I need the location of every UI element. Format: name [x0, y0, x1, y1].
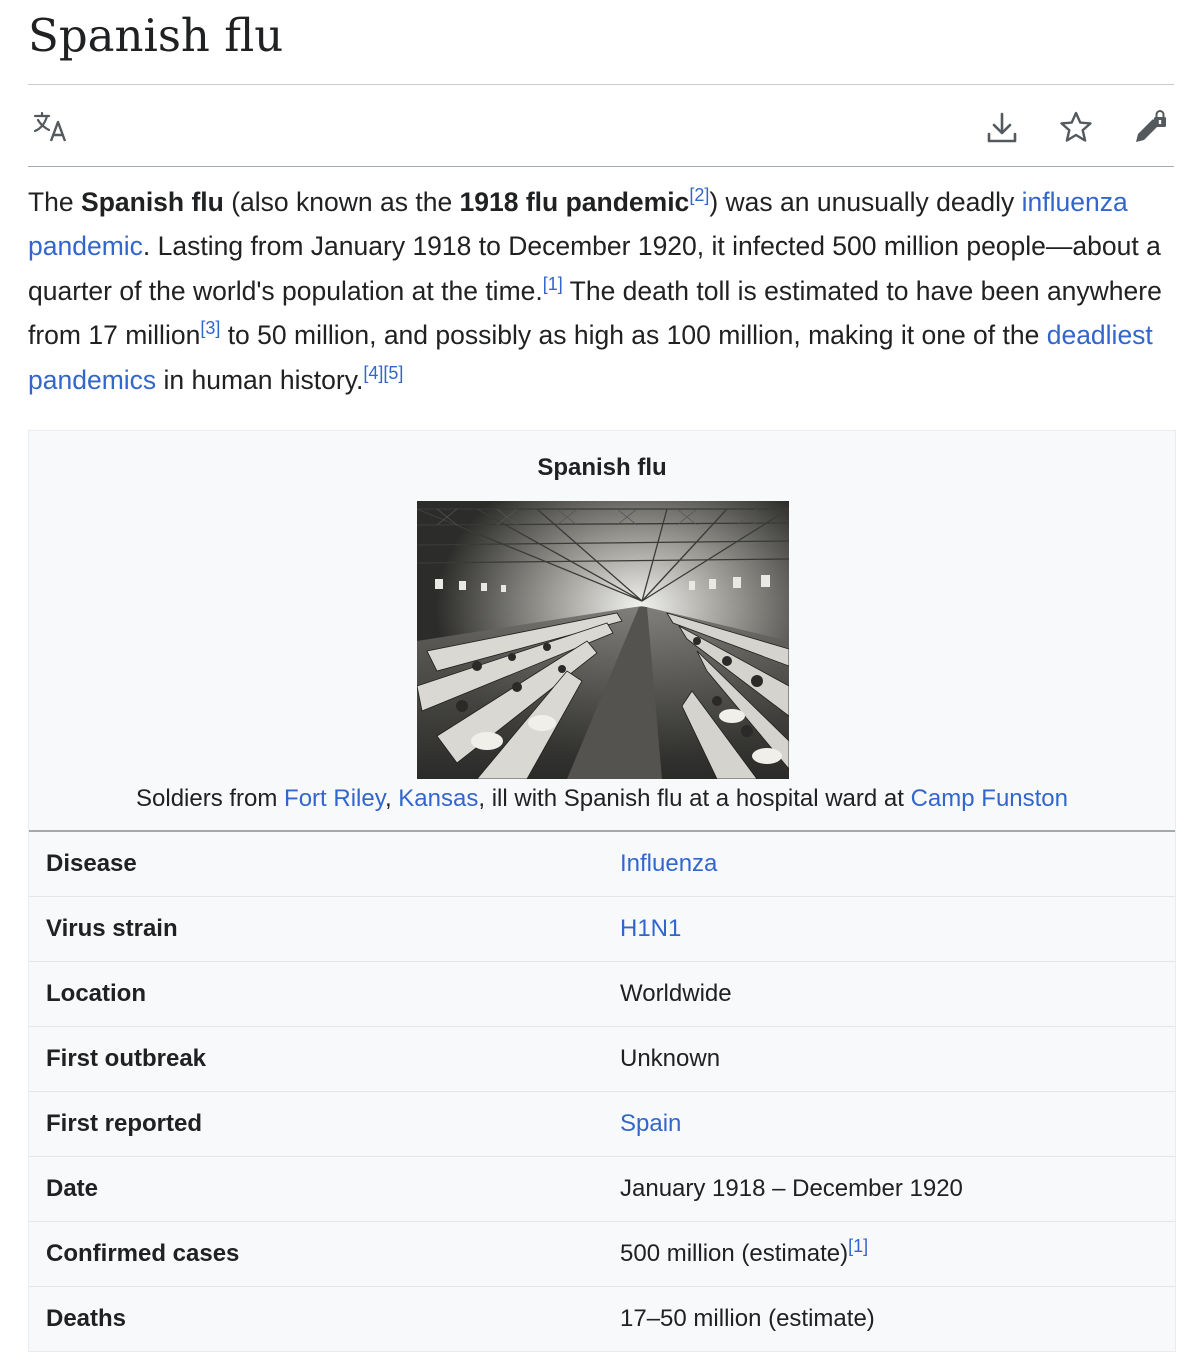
lead-bold-spanish-flu: Spanish flu: [81, 187, 224, 217]
infobox-row-value-cell: [603, 1027, 1175, 1092]
page-title: Spanish flu: [28, 9, 284, 62]
title-divider: [28, 84, 1174, 85]
lead-text: . Lasting from January 1918 to December 1920, it infected 500 million people—about a quarter of the world's population at the time.: [28, 231, 1161, 306]
infobox: [28, 430, 1176, 1352]
infobox-row: [29, 1222, 1175, 1287]
infobox-value: 500 million (estimate): [620, 1240, 849, 1267]
infobox-title: Spanish flu: [537, 454, 667, 481]
infobox-citation[interactable]: [1]: [848, 1236, 869, 1256]
link-fort-riley[interactable]: Fort Riley: [284, 785, 385, 812]
infobox-row-label: First outbreak: [29, 1027, 603, 1092]
infobox-row-label: Deaths: [46, 1305, 127, 1332]
link-influenza-pandemic[interactable]: influenza pandemic: [28, 187, 1128, 262]
lead-paragraph: [28, 180, 1176, 402]
link-deadliest-pandemics[interactable]: deadliest pandemics: [28, 320, 1153, 395]
page-toolbar: [28, 94, 1174, 160]
infobox-caption: [29, 781, 1175, 817]
infobox-row-label: Confirmed cases: [29, 1222, 603, 1287]
language-icon[interactable]: [30, 108, 70, 148]
infobox-row-value-cell: [603, 897, 1175, 962]
link-kansas[interactable]: Kansas: [398, 785, 479, 812]
infobox-value: Unknown: [620, 1045, 721, 1072]
citation-1[interactable]: [1]: [542, 273, 563, 294]
infobox-row-value-cell: [603, 832, 1175, 897]
infobox-row: [29, 1157, 1175, 1222]
infobox-row-value-cell: [603, 1092, 1175, 1157]
citation-2[interactable]: [2]: [689, 185, 710, 206]
caption-text: Soldiers from: [136, 785, 285, 812]
lead-text: The death toll is estimated to have been anywhere from 17 million: [28, 275, 1162, 351]
infobox-photo[interactable]: [417, 501, 789, 779]
infobox-row: [29, 1092, 1175, 1157]
citation-4-5[interactable]: [4][5]: [363, 362, 404, 383]
infobox-row-label: Disease: [29, 832, 603, 897]
lead-text: ) was an unusually deadly: [709, 187, 1022, 217]
link-camp-funston[interactable]: Camp Funston: [910, 785, 1068, 812]
infobox-row-label: First reported: [29, 1092, 603, 1157]
infobox-row: [29, 962, 1175, 1027]
lead-text: in human history.: [156, 364, 364, 395]
infobox-value: 17–50 million (estimate): [620, 1305, 875, 1332]
infobox-table: [29, 832, 1175, 1351]
star-icon[interactable]: [1056, 108, 1096, 148]
infobox-row: [29, 1027, 1175, 1092]
lead-bold-1918-pandemic: 1918 flu pandemic: [459, 187, 690, 217]
infobox-value-link[interactable]: Influenza: [620, 850, 718, 877]
infobox-row-value-cell: [603, 1157, 1175, 1222]
infobox-row: [29, 832, 1175, 897]
caption-text: , ill with Spanish flu at a hospital ward at: [478, 785, 911, 812]
infobox-row: [29, 897, 1175, 962]
citation-3[interactable]: [3]: [200, 318, 221, 339]
toolbar-divider: [28, 166, 1174, 167]
infobox-value: January 1918 – December 1920: [620, 1175, 963, 1202]
lead-text: The: [28, 187, 82, 217]
infobox-row: [29, 1287, 1175, 1352]
infobox-row-label: Location: [29, 962, 603, 1027]
infobox-value: Worldwide: [620, 980, 732, 1007]
infobox-row-label: Date: [29, 1157, 603, 1222]
infobox-row-value-cell: [603, 1287, 1175, 1352]
infobox-value-link[interactable]: H1N1: [620, 915, 682, 942]
edit-lock-icon[interactable]: [1130, 108, 1170, 148]
caption-text: ,: [384, 785, 399, 812]
infobox-row-label: Virus strain: [29, 897, 603, 962]
lead-text: to 50 million, and possibly as high as 100 million, making it one of the: [220, 320, 1047, 351]
lead-text: (also known as the: [223, 187, 460, 217]
infobox-row-value-cell: [603, 962, 1175, 1027]
download-icon[interactable]: [982, 108, 1022, 148]
infobox-value-link[interactable]: Spain: [620, 1110, 682, 1137]
infobox-row-value-cell: [603, 1222, 1175, 1287]
